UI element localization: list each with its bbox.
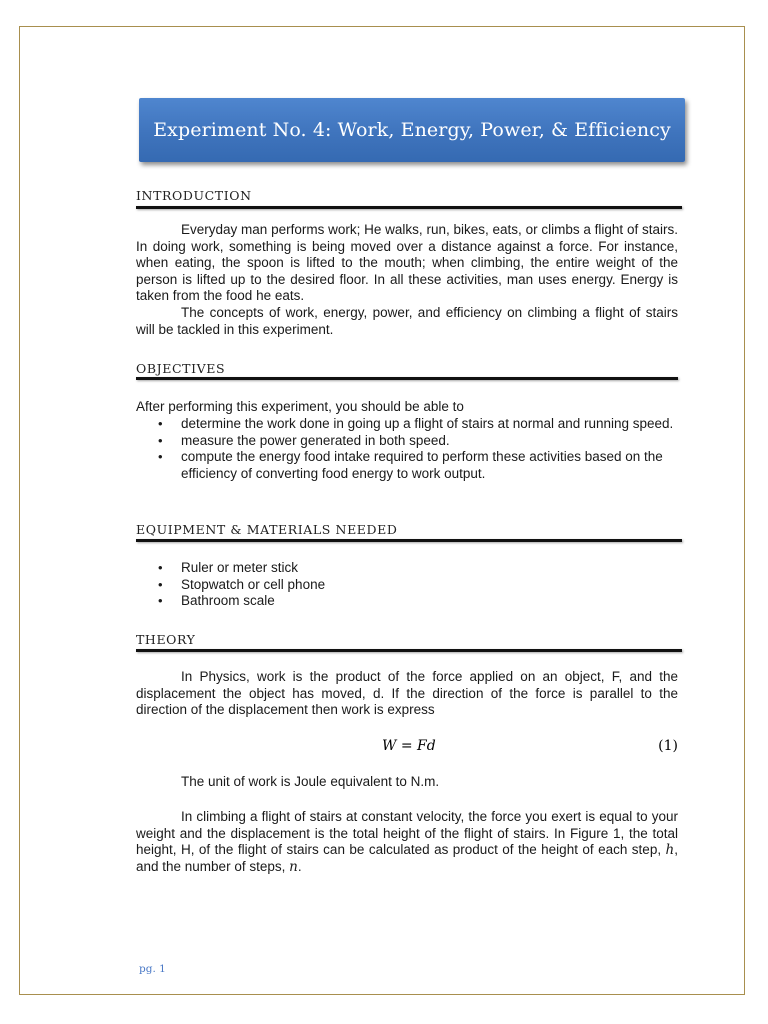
introduction-paragraph-2: The concepts of work, energy, power, and efficiency on climbing a flight of stairs will be tackled in this experiment. bbox=[136, 305, 678, 337]
bullet-icon: • bbox=[158, 432, 163, 448]
equipment-rule bbox=[136, 539, 682, 542]
bullet-icon: • bbox=[158, 560, 163, 575]
introduction-rule bbox=[136, 206, 682, 209]
bullet-icon: • bbox=[158, 593, 163, 609]
list-item: • Stopwatch or cell phone bbox=[158, 576, 326, 592]
page-number: pg. 1 bbox=[139, 963, 166, 975]
theory-paragraph-2: The unit of work is Joule equivalent to N.m. bbox=[181, 774, 440, 789]
objectives-list bbox=[136, 416, 678, 482]
theory-paragraph-3: In climbing a flight of stairs at constant velocity, the force you exert is equal to your weight and the displacement is the total height of the flight of stairs. In Figure 1, the total height, H, of the flight of stairs can be calculated as product of the height of each step, h, and the number of steps, n. bbox=[136, 809, 678, 875]
variable-h: h bbox=[665, 842, 675, 859]
objectives-lead: After performing this experiment, you should be able to bbox=[136, 399, 464, 414]
list-item: • determine the work done in going up a flight of stairs at normal and running speed. bbox=[158, 416, 674, 431]
equipment-heading: EQUIPMENT & MATERIALS NEEDED bbox=[136, 522, 398, 537]
equation-text: W = Fd bbox=[382, 738, 436, 754]
title-banner bbox=[139, 98, 685, 162]
theory-paragraph-1: In Physics, work is the product of the force applied on an object, F, and the displacement the object has moved, d. If the direction of the force is parallel to the direction of the displacement then work is express bbox=[136, 669, 678, 718]
variable-n: n bbox=[289, 858, 298, 875]
bullet-icon: • bbox=[158, 416, 163, 431]
objectives-rule bbox=[136, 377, 678, 380]
introduction-heading: INTRODUCTION bbox=[136, 188, 252, 203]
list-item: • compute the energy food intake required to perform these activities based on the efficiency of converting food energy to work output. bbox=[158, 449, 663, 481]
theory-heading: THEORY bbox=[136, 632, 196, 647]
list-item: • Ruler or meter stick bbox=[158, 560, 299, 575]
introduction-paragraph-1: Everyday man performs work; He walks, run, bikes, eats, or climbs a flight of stairs. In doing work, something is being moved over a distance against a force. For instance, when eating, the spoon is lifted to the mouth; when climbing, the entire weight of the person is lifted up to the desired floor. In all these activities, man uses energy. Energy is taken from the food he eats. bbox=[136, 222, 678, 304]
equipment-list bbox=[136, 560, 678, 610]
theory-rule bbox=[136, 649, 682, 652]
objectives-heading: OBJECTIVES bbox=[136, 361, 226, 376]
document-title: Experiment No. 4: Work, Energy, Power, & Efficiency bbox=[153, 119, 671, 141]
bullet-icon: • bbox=[158, 449, 163, 465]
list-item: • Bathroom scale bbox=[158, 593, 275, 609]
equation-number: (1) bbox=[658, 738, 678, 754]
list-item: • measure the power generated in both speed. bbox=[158, 432, 450, 448]
work-equation bbox=[136, 738, 678, 756]
bullet-icon: • bbox=[158, 576, 163, 592]
